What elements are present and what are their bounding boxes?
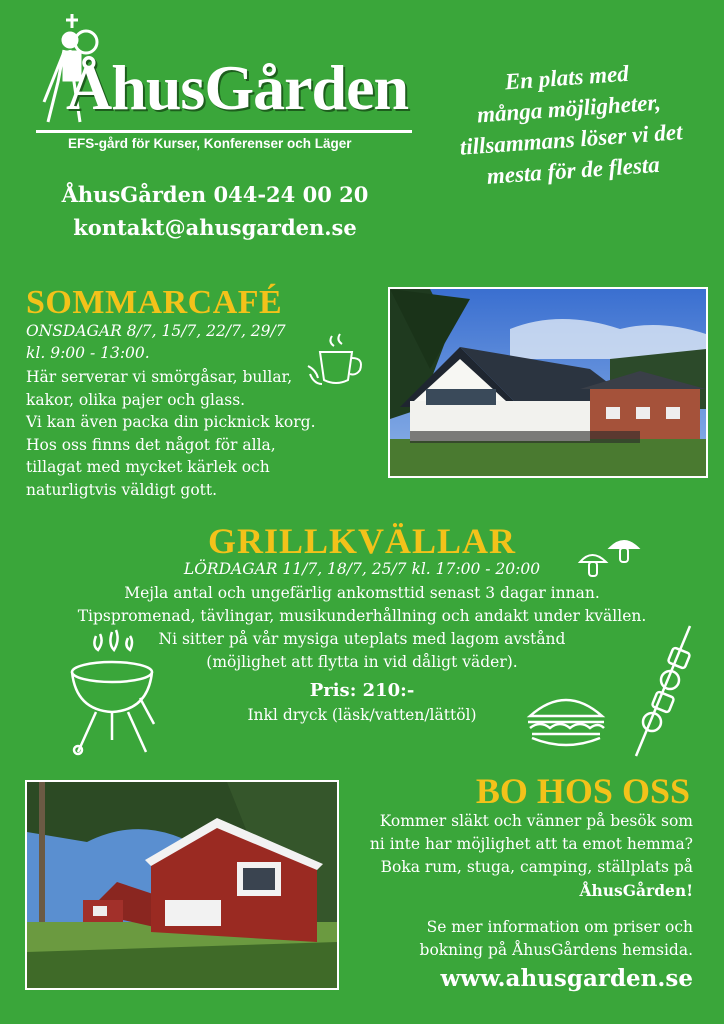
text-line: Hos oss finns det något för alla, <box>26 435 276 454</box>
logo-subtitle: EFS-gård för Kurser, Konferenser och Läger <box>68 136 352 151</box>
slogan-line: tillsammans löser vi det <box>458 119 684 160</box>
burger-icon <box>524 690 608 750</box>
text-line: Kommer släkt och vänner på besök som <box>379 812 693 830</box>
logo-title: ÅhusGården <box>66 52 409 123</box>
text-line: tillagat med mycket kärlek och <box>26 458 270 476</box>
text-line: Mejla antal och ungefärlig ankomsttid senast 3 dagar innan. <box>124 584 600 602</box>
sommarcafe-days: ONSDAGAR 8/7, 15/7, 22/7, 29/7 <box>26 322 286 340</box>
text-line: ÅhusGården! <box>579 881 693 900</box>
website-link[interactable]: www.ahusgarden.se <box>440 965 693 992</box>
logo-divider <box>36 130 412 133</box>
contact-block <box>40 178 390 244</box>
slogan-line: En plats med <box>504 60 630 95</box>
text-line: Här serverar vi smörgåsar, bullar, <box>26 368 293 386</box>
text-line: Vi kan även packa din picknick korg. <box>26 413 316 431</box>
sommarcafe-time: kl. 9:00 - 13:00. <box>26 344 150 362</box>
slogan <box>426 52 714 195</box>
text-line: bokning på ÅhusGårdens hemsida. <box>419 941 693 959</box>
cafe-building-photo <box>388 287 708 478</box>
grill-icon <box>66 628 158 758</box>
text-line: kakor, olika pajer och glass. <box>26 390 246 409</box>
text-line: Boka rum, stuga, camping, ställplats på <box>380 858 693 876</box>
grill-price-note: Inkl dryck (läsk/vatten/lättöl) <box>247 706 477 724</box>
grillkvallar-heading: GRILLKVÄLLAR <box>207 521 517 561</box>
text-line: (möjlighet att flytta in vid dåligt väder). <box>206 653 518 671</box>
skewer-icon <box>630 624 696 760</box>
text-line: ni inte har möjlighet att ta emot hemma? <box>369 835 693 853</box>
cabins-photo <box>25 780 339 990</box>
grill-price: Pris: 210:- <box>309 680 415 701</box>
bo-hos-oss-description <box>350 810 693 902</box>
slogan-line: många möjligheter, <box>476 89 662 128</box>
bo-hos-oss-info <box>350 916 693 962</box>
mushrooms-icon <box>576 534 642 580</box>
sommarcafe-heading: SOMMARCAFÉ <box>26 284 283 321</box>
contact-email[interactable]: kontakt@ahusgarden.se <box>73 215 357 240</box>
text-line: naturligtvis väldigt gott. <box>26 480 218 499</box>
slogan-line: mesta för de flesta <box>486 151 661 189</box>
bo-hos-oss-heading: BO HOS OSS <box>475 771 690 811</box>
coffee-cup-icon <box>306 330 370 390</box>
text-line: Ni sitter på vår mysiga uteplats med lagom avstånd <box>158 630 566 648</box>
logo <box>28 12 420 162</box>
text-line: Se mer information om priser och <box>426 918 693 936</box>
text-line: Tipspromenad, tävlingar, musikunderhållning och andakt under kvällen. <box>77 607 647 625</box>
grillkvallar-dates: LÖRDAGAR 11/7, 18/7, 25/7 kl. 17:00 - 20:00 <box>183 560 541 578</box>
contact-phone: ÅhusGården 044-24 00 20 <box>61 182 369 207</box>
